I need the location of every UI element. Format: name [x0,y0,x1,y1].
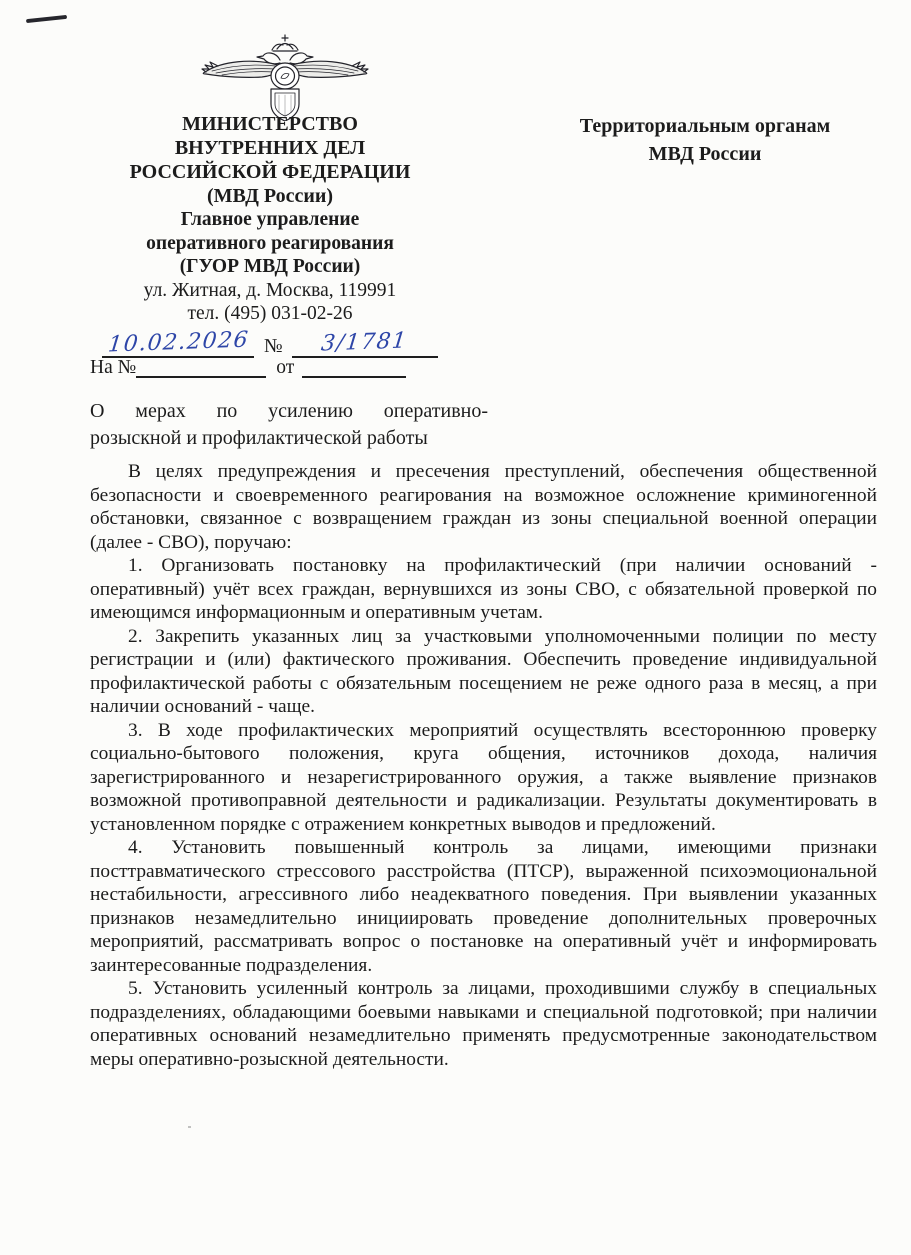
reply-number-field [136,376,266,378]
body-paragraph: 5. Установить усиленный контроль за лицами, проходившими службу в специальных подразделениях, обладающими боевыми навыками и специальной подготовкой; при наличии оперативных оснований незамедлительно применять предусмотренные законодательством меры оперативно-розыскной деятельности. [90,978,877,1070]
division-abbrev-line: (ГУОР МВД России) [179,256,361,277]
reply-number-label: На № [90,357,137,378]
number-sign: № [264,336,283,357]
body-paragraph: 2. Закрепить указанных лиц за участковыми уполномоченными полиции по месту регистрации и (или) фактического проживания. Обеспечить проведение индивидуальной профилактической работы с обязательным посещением не реже одного раза в месяц, а при наличии оснований - чаще. [90,625,877,717]
ministry-abbrev-line: (МВД России) [206,185,334,207]
body-paragraph: 4. Установить повышенный контроль за лицами, имеющими признаки посттравматического стрессового расстройства (ПТСР), выраженной психоэмоциональной нестабильности, агрессивного либо неадекватного поведения. При выявлении указанных признаков незамедлительно инициировать проведение дополнительных проверочных мероприятий, рассматривать вопрос о постановке на оперативный учёт и информировать заинтересованные подразделения. [90,837,877,976]
scan-speck [188,1126,191,1128]
reply-from-label: от [276,357,295,378]
outgoing-date-field [102,327,254,358]
handwritten-number: 3/1781 [320,328,410,357]
letter-body [90,460,877,1071]
pen-stroke-mark [26,15,67,23]
subject-line: розыскной и профилактической работы [90,427,428,449]
division-name-line: оперативного реагирования [146,232,394,254]
body-paragraph: В целях предупреждения и пресечения преступлений, обеспечения общественной безопасности и своевременного реагирования на возможное осложнение криминогенной обстановки, связанное с возвращением граждан из зоны специальной военной операции (далее - СВО), поручаю: [90,461,877,553]
outgoing-ref-row [90,328,438,358]
outgoing-number-field [292,328,438,358]
subject-line: О мерах по усилению оперативно- [90,400,488,422]
addressee-block [520,112,890,168]
addressee-line: МВД России [648,143,762,165]
letterhead-block [70,112,470,326]
ministry-name-line: ВНУТРЕННИХ ДЕЛ [174,137,366,159]
body-paragraph: 3. В ходе профилактических мероприятий осуществлять всестороннюю проверку социально-бытового положения, круга общения, источников дохода, наличия зарегистрированного и незарегистрированного оружия, а также выявление признаков возможной противоправной деятельности и радикализации. Результаты документировать в установленном порядке с отражением конкретных выводов и предложений. [90,719,877,835]
reply-date-field [302,376,406,378]
ministry-name-line: РОССИЙСКОЙ ФЕДЕРАЦИИ [129,161,411,183]
handwritten-date: 10.02.2026 [106,327,250,358]
division-name-line: Главное управление [180,209,360,230]
ministry-name-line: МИНИСТЕРСТВО [182,113,358,135]
addressee-line: Территориальным органам [579,115,831,137]
address-line: ул. Житная, д. Москва, 119991 [143,279,397,301]
reply-ref-row [90,357,406,378]
phone-line: тел. (495) 031-02-26 [187,303,353,324]
subject-block [90,398,488,452]
body-paragraph: 1. Организовать постановку на профилактический (при наличии оснований - оперативный) учёт всех граждан, вернувшихся из зоны СВО, с обязательной проверкой по имеющимся информационным и оперативным учетам. [90,555,877,623]
mvd-eagle-emblem-icon [200,33,370,121]
